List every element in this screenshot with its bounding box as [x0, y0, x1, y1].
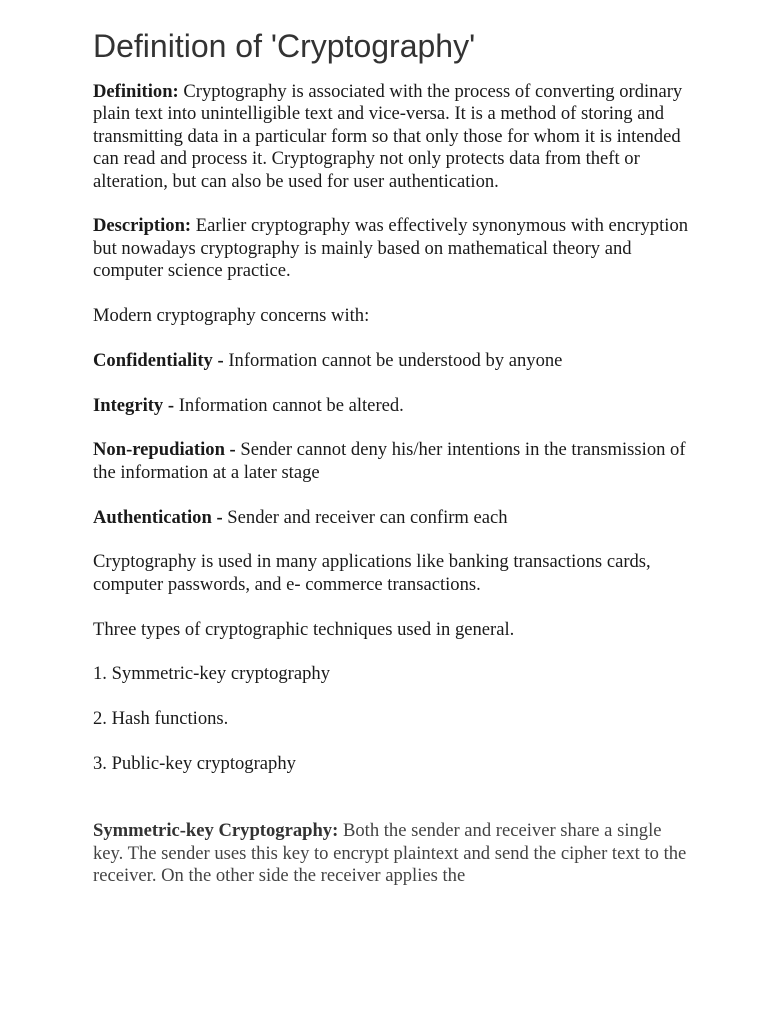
- concern-authentication: [93, 507, 693, 529]
- types-list: [93, 663, 693, 775]
- description-paragraph: [93, 215, 693, 282]
- section-spacer: [93, 798, 693, 820]
- concern-label: Authentication -: [93, 506, 223, 528]
- description-label: Description:: [93, 215, 192, 237]
- list-item: 2. Hash functions.: [93, 708, 229, 730]
- page-title: Definition of 'Cryptography': [93, 28, 476, 64]
- definition-label: Definition:: [93, 81, 179, 102]
- types-intro: Three types of cryptographic techniques used in general.: [93, 618, 515, 640]
- definition-paragraph: [93, 81, 693, 193]
- applications-paragraph: Cryptography is used in many applications like banking transactions cards, computer passwords, and e- commerce transactions.: [93, 551, 651, 595]
- modern-intro: Modern cryptography concerns with:: [93, 305, 370, 327]
- concern-label: Confidentiality -: [93, 349, 224, 371]
- concern-non-repudiation: [93, 439, 693, 484]
- definition-text: Cryptography is associated with the process of converting ordinary plain text into unintelligible text and vice-versa. It is a method of storing and transmitting data in a particular form so that only those for whom it is intended can read and process it. Cryptography not only protects data from theft or alteration, but can also be used for user authentication.: [93, 81, 683, 192]
- symmetric-text: Both the sender and receiver share a single key. The sender uses this key to encrypt plaintext and send the cipher text to the receiver. On the other side the receiver applies the: [93, 820, 687, 887]
- symmetric-paragraph: [93, 820, 693, 887]
- concern-text: Information cannot be understood by anyone: [228, 349, 563, 371]
- concern-text: Sender and receiver can confirm each: [227, 506, 508, 528]
- concern-label: Non-repudiation -: [93, 439, 236, 461]
- list-item: 3. Public-key cryptography: [93, 753, 296, 775]
- description-text: Earlier cryptography was effectively synonymous with encryption but nowadays cryptography is mainly based on mathematical theory and computer science practice.: [93, 215, 689, 282]
- concern-confidentiality: [93, 350, 693, 372]
- document-page: [93, 26, 693, 910]
- symmetric-label: Symmetric-key Cryptography:: [93, 820, 339, 842]
- concern-text: Sender cannot deny his/her intentions in the transmission of the information at a later stage: [93, 439, 686, 483]
- list-item: 1. Symmetric-key cryptography: [93, 663, 331, 685]
- concern-label: Integrity -: [93, 394, 175, 416]
- concern-text: Information cannot be altered.: [178, 394, 404, 416]
- concern-integrity: [93, 395, 693, 417]
